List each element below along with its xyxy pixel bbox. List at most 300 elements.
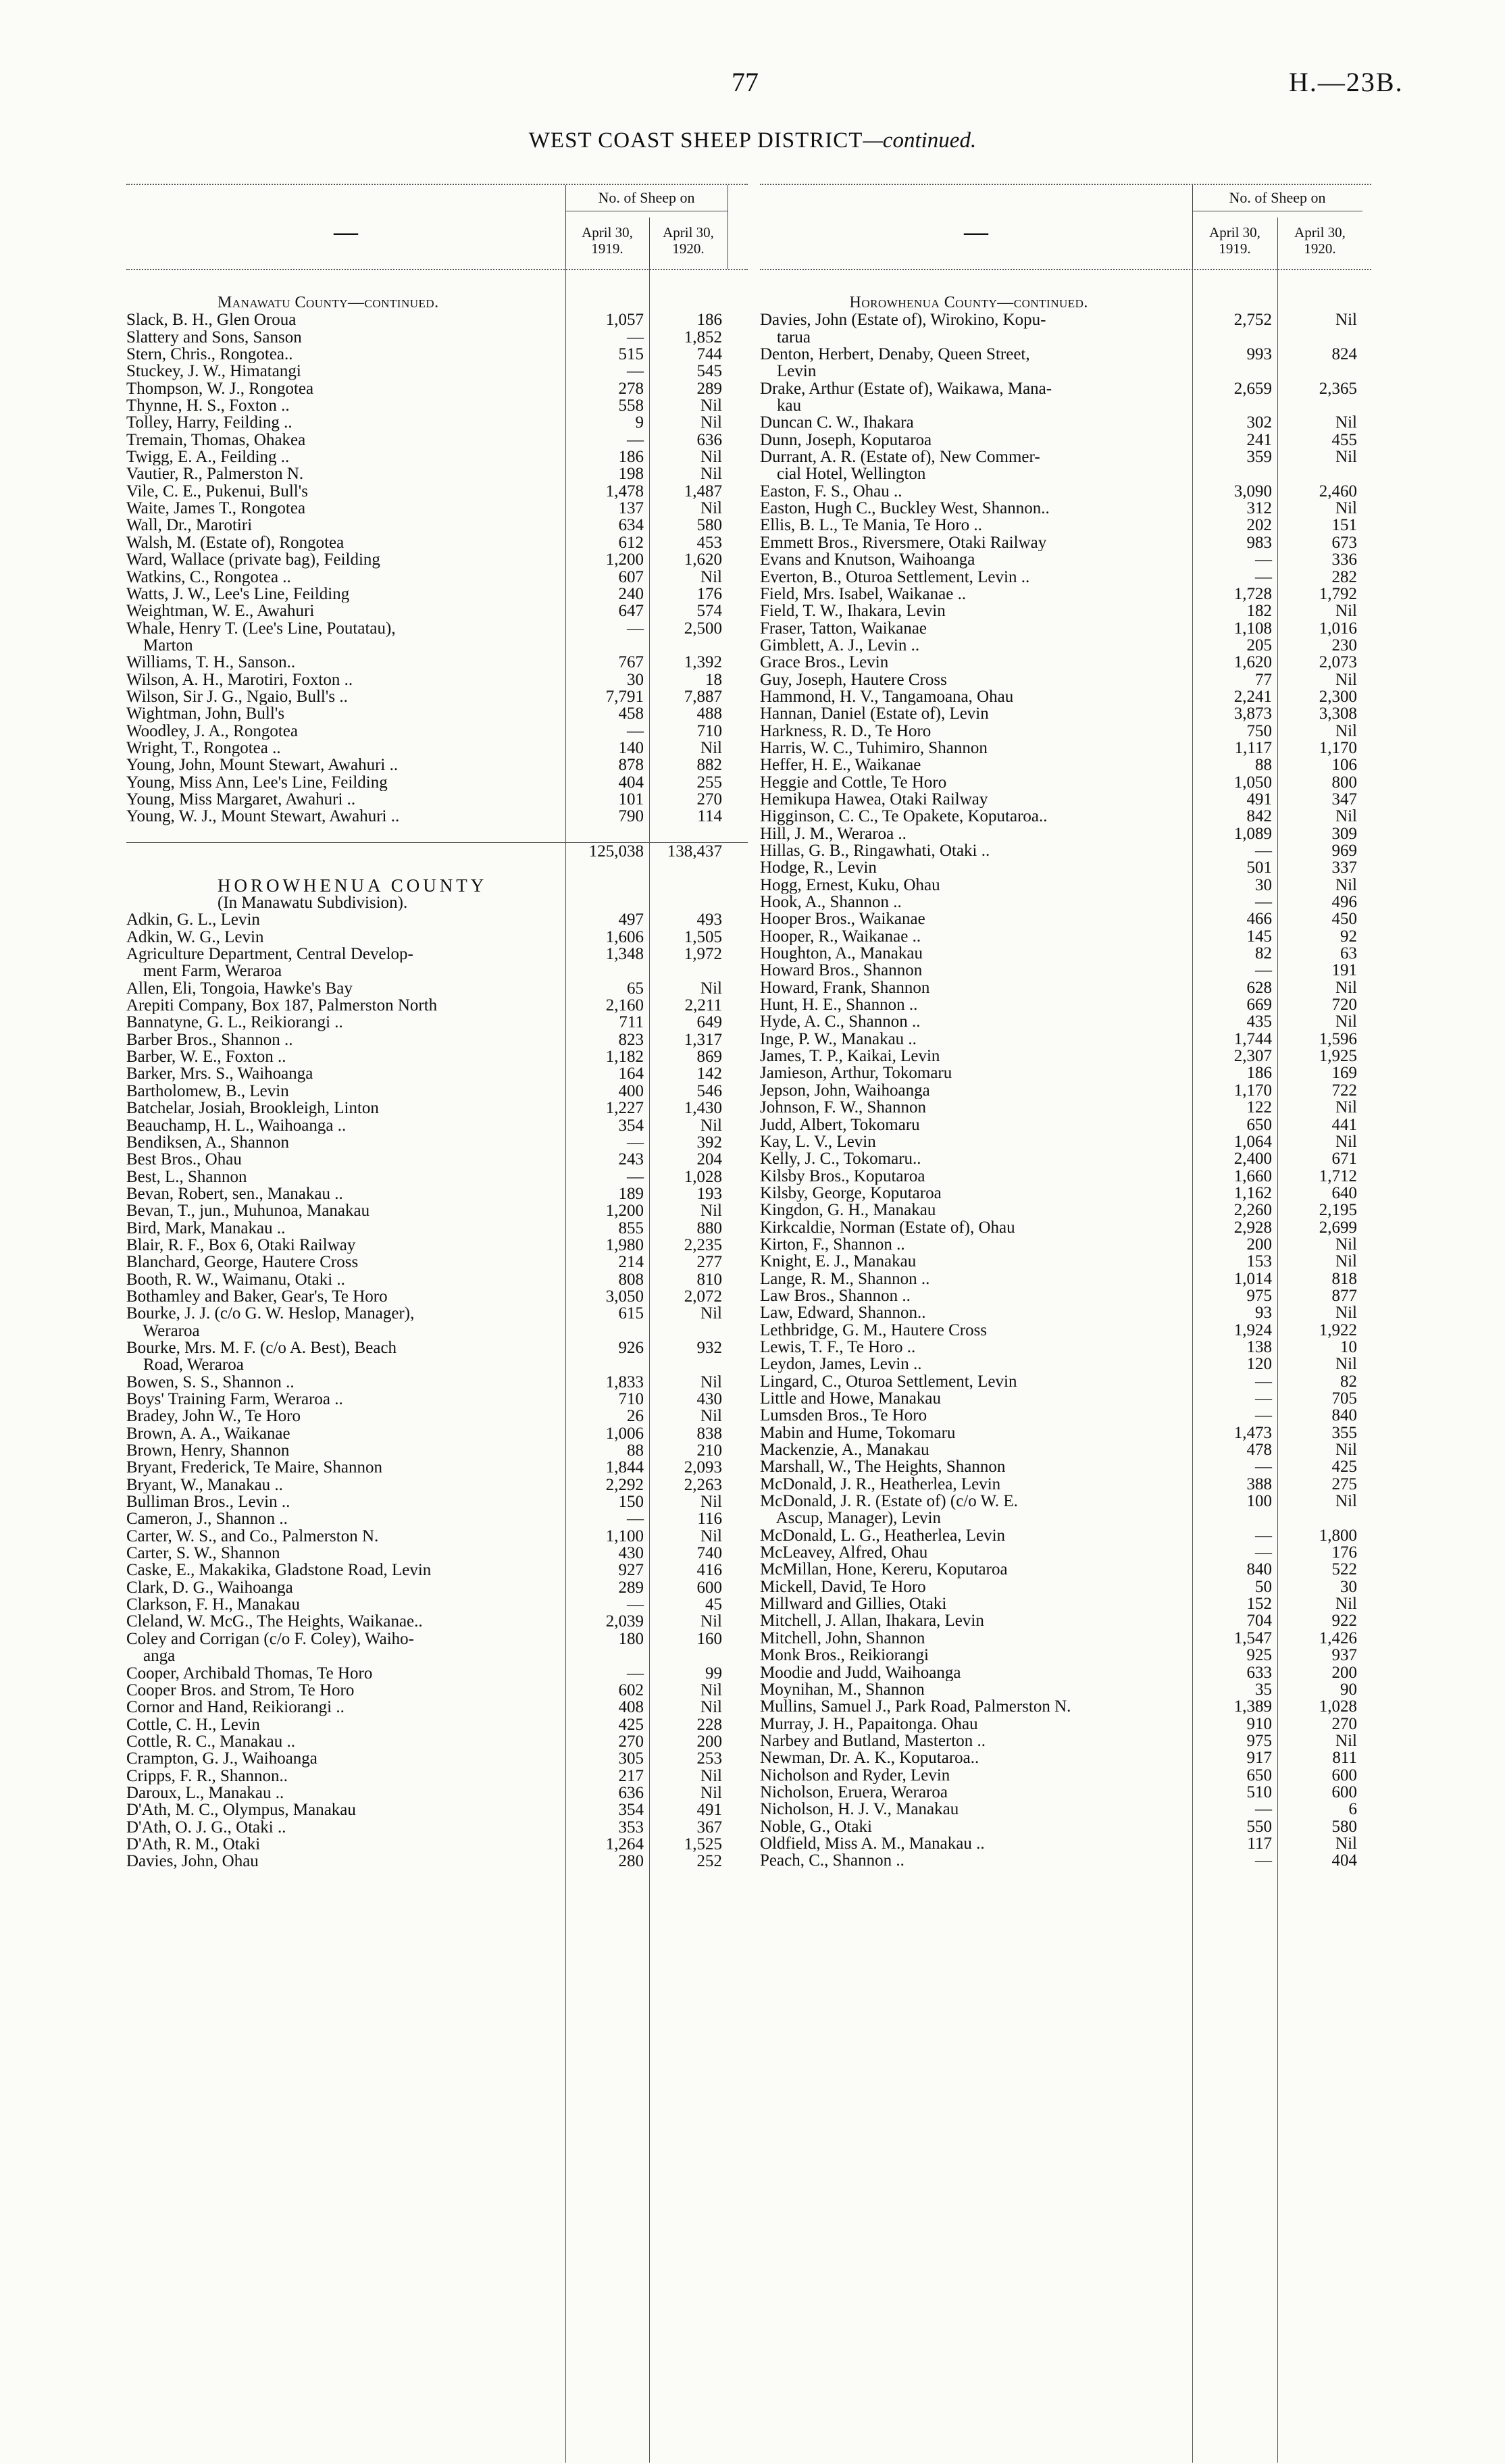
sheep-1920: 824	[1331, 345, 1357, 364]
sheep-1919: 704	[1246, 1612, 1272, 1631]
owner-name: Harkness, R. D., Te Horo	[760, 722, 932, 740]
sheep-1920: 522	[1331, 1560, 1357, 1579]
table-row	[126, 1014, 748, 1031]
sheep-1919: 515	[618, 345, 644, 364]
section-heading	[760, 294, 1371, 311]
owner-name: McMillan, Hone, Kereru, Koputaroa	[760, 1561, 1008, 1578]
owner-name: Hodge, R., Levin	[760, 859, 877, 877]
sheep-1919: —	[1255, 1458, 1272, 1477]
sheep-1920: Nil	[700, 448, 722, 467]
table-row	[126, 1647, 748, 1664]
sheep-1919: 497	[618, 910, 644, 929]
table-row	[126, 1202, 748, 1219]
table-row	[760, 414, 1371, 431]
sheep-1920: Nil	[1335, 1012, 1357, 1031]
sheep-1920: 275	[1331, 1474, 1357, 1493]
owner-name: McDonald, J. R. (Estate of) (c/o W. E.	[760, 1493, 1018, 1510]
sheep-1919: 1,014	[1233, 1269, 1272, 1288]
table-row	[760, 586, 1371, 602]
sheep-1919: 1,547	[1233, 1628, 1272, 1647]
owner-name: Hook, A., Shannon ..	[760, 894, 902, 911]
table-row	[760, 859, 1371, 876]
owner-name: Everton, B., Oturoa Settlement, Levin ..	[760, 568, 1030, 586]
sheep-1919: 910	[1246, 1714, 1272, 1733]
sheep-1919: 88	[627, 1441, 644, 1460]
table-row	[126, 329, 748, 346]
sheep-1919: —	[1255, 961, 1272, 980]
sheep-1919: —	[627, 619, 644, 638]
sheep-1919: 2,260	[1233, 1201, 1272, 1220]
sheep-1919: 30	[627, 670, 644, 689]
owner-name: Judd, Albert, Tokomaru	[760, 1116, 920, 1133]
sheep-1920: 289	[696, 379, 722, 398]
sheep-1919: 1,660	[1233, 1166, 1272, 1185]
owner-name: Denton, Herbert, Denaby, Queen Street,	[760, 346, 1030, 363]
owner-name: tarua	[760, 328, 811, 346]
owner-name: Stuckey, J. W., Himatangi	[126, 363, 301, 380]
table-row	[126, 465, 748, 482]
sheep-1920	[649, 1323, 728, 1339]
sheep-1920: 818	[1331, 1269, 1357, 1288]
table-row	[760, 1749, 1371, 1766]
sheep-1920: 1,170	[1319, 738, 1357, 757]
sheep-1920: 92	[1340, 927, 1357, 946]
sheep-1920: 2,300	[1319, 687, 1357, 706]
sheep-1919: 82	[1255, 944, 1272, 963]
owner-name: Carter, S. W., Shannon	[126, 1545, 280, 1562]
sheep-1919: —	[1255, 1526, 1272, 1545]
owner-name: Hammond, H. V., Tangamoana, Ohau	[760, 688, 1014, 706]
sheep-1919: 153	[1246, 1252, 1272, 1271]
owner-name: Kelly, J. C., Tokomaru..	[760, 1150, 921, 1168]
title-main: WEST COAST SHEEP DISTRICT	[528, 128, 863, 153]
sheep-1920: 1,852	[684, 328, 722, 346]
sheep-1919: 647	[618, 602, 644, 621]
name-column-dash: —	[334, 218, 358, 245]
table-row	[760, 1767, 1371, 1784]
table-row	[126, 1391, 748, 1408]
sheep-1919: 100	[1246, 1492, 1272, 1511]
sheep-1920: 336	[1331, 550, 1357, 569]
sheep-1920: Nil	[1335, 311, 1357, 330]
sheep-1920: 228	[696, 1715, 722, 1734]
table-row	[760, 1493, 1371, 1510]
sheep-1920: 880	[696, 1218, 722, 1237]
owner-name: Cameron, J., Shannon ..	[126, 1510, 288, 1528]
sheep-1920: Nil	[1335, 1132, 1357, 1151]
table-row	[760, 1270, 1371, 1287]
table-row	[126, 1408, 748, 1424]
table-row	[126, 414, 748, 431]
sheep-1920: Nil	[700, 1766, 722, 1785]
sheep-1920: 18	[705, 670, 722, 689]
table-row	[760, 1561, 1371, 1578]
blank-row	[126, 825, 748, 842]
sheep-1920: Nil	[700, 1680, 722, 1699]
sheep-1920: Nil	[1335, 413, 1357, 432]
sheep-1919: 975	[1246, 1731, 1272, 1750]
table-row	[760, 1544, 1371, 1561]
sheep-1920: Nil	[1335, 807, 1357, 826]
sheep-1919: 2,400	[1233, 1150, 1272, 1169]
sheep-1920: 277	[696, 1253, 722, 1272]
sheep-1920: 191	[1331, 961, 1357, 980]
owner-name: Bulliman Bros., Levin ..	[126, 1493, 290, 1511]
sheep-1920: 720	[1331, 996, 1357, 1015]
table-row	[760, 380, 1371, 397]
table-row	[760, 774, 1371, 791]
owner-name: Lange, R. M., Shannon ..	[760, 1270, 930, 1287]
sheep-1919: —	[627, 721, 644, 740]
sheep-1920: 270	[696, 790, 722, 808]
owner-name: Davies, John, Ohau	[126, 1853, 259, 1870]
sheep-1919: 669	[1246, 996, 1272, 1015]
owner-name: Ward, Wallace (private bag), Feilding	[126, 551, 380, 569]
owner-name: Weightman, W. E., Awahuri	[126, 602, 315, 620]
owner-name: Heggie and Cottle, Te Horo	[760, 773, 947, 791]
owner-name: Bourke, J. J. (c/o G. W. Heslop, Manager),	[126, 1305, 415, 1323]
sheep-1920: 1,925	[1319, 1047, 1357, 1066]
owner-name: anga	[126, 1647, 176, 1665]
table-row	[126, 1596, 748, 1613]
sheep-1919: 280	[618, 1852, 644, 1871]
sheep-1920: Nil	[1335, 1492, 1357, 1511]
sheep-1919: 3,873	[1233, 704, 1272, 723]
owner-name: Bartholomew, B., Levin	[126, 1082, 289, 1100]
sheep-1919: —	[627, 1664, 644, 1683]
sheep-1920: 1,922	[1319, 1320, 1357, 1339]
table-row	[760, 756, 1371, 773]
table-row	[126, 1151, 748, 1168]
sheep-1919: 354	[618, 1116, 644, 1135]
table-row	[760, 1322, 1371, 1339]
table-row	[126, 1768, 748, 1785]
owner-name: Cooper Bros. and Strom, Te Horo	[126, 1681, 355, 1699]
sheep-1920: 116	[697, 1510, 722, 1529]
heading-text: HOROWHENUA COUNTY	[218, 877, 488, 895]
sheep-1920: 800	[1331, 773, 1357, 792]
owner-name: Wightman, John, Bull's	[126, 705, 285, 723]
owner-name: Cottle, R. C., Manakau ..	[126, 1732, 295, 1751]
sheep-1920: 367	[696, 1818, 722, 1837]
table-row	[760, 1578, 1371, 1595]
sheep-1919: 198	[618, 465, 644, 484]
right-column	[760, 184, 1371, 1870]
sheep-1920: 7,887	[684, 687, 722, 706]
table-row	[760, 705, 1371, 722]
sheep-1919: 925	[1246, 1646, 1272, 1665]
table-row	[760, 1253, 1371, 1270]
sheep-1920: 392	[696, 1133, 722, 1152]
table-row	[760, 1852, 1371, 1869]
table-row	[126, 620, 748, 637]
sheep-1919: 404	[618, 773, 644, 792]
owner-name: Hooper Bros., Waikanae	[760, 910, 925, 928]
sheep-1920: 1,800	[1319, 1526, 1357, 1545]
sheep-1919: 354	[618, 1801, 644, 1820]
owner-name: Adkin, G. L., Levin	[126, 911, 260, 929]
table-row	[126, 723, 748, 740]
table-row	[126, 500, 748, 517]
owner-name: Mackenzie, A., Manakau	[760, 1441, 929, 1459]
table-row	[760, 1424, 1371, 1441]
sheep-1920: 1,016	[1319, 619, 1357, 638]
table-row	[126, 1305, 748, 1322]
sheep-1919: 425	[618, 1715, 644, 1734]
table-row	[126, 1785, 748, 1801]
owner-name: Bevan, Robert, sen., Manakau ..	[126, 1185, 343, 1203]
sheep-1919: 1,170	[1233, 1081, 1272, 1100]
table-row	[126, 1528, 748, 1545]
table-row	[126, 1254, 748, 1270]
sheep-1920: 2,500	[684, 619, 722, 638]
table-row	[126, 1493, 748, 1510]
date-header-1920: April 30, 1920.	[663, 224, 714, 257]
table-row	[126, 517, 748, 534]
owner-name: Johnson, F. W., Shannon	[760, 1099, 926, 1116]
table-row	[760, 654, 1371, 671]
right-table-header	[760, 184, 1371, 270]
sheep-1920: 282	[1331, 567, 1357, 586]
table-row	[126, 1699, 748, 1716]
sheep-1920: 337	[1331, 858, 1357, 877]
table-row	[760, 1185, 1371, 1202]
sheep-1920: 416	[696, 1561, 722, 1580]
owner-name: D'Ath, R. M., Otaki	[126, 1835, 261, 1853]
sheep-1919: —	[627, 1167, 644, 1186]
sheep-1920: Nil	[700, 1116, 722, 1135]
sheep-1919: 186	[1246, 1064, 1272, 1083]
table-row	[126, 1579, 748, 1596]
table-row	[126, 1339, 748, 1356]
table-row	[760, 1168, 1371, 1185]
table-row	[126, 1117, 748, 1134]
sheep-1919: 1,478	[605, 482, 644, 500]
sheep-1919: 50	[1255, 1577, 1272, 1596]
owner-name: Wall, Dr., Marotiri	[126, 517, 253, 534]
owner-name: Hogg, Ernest, Kuku, Ohau	[760, 876, 940, 894]
sheep-1920: 114	[697, 807, 722, 826]
owner-name: cial Hotel, Wellington	[760, 465, 926, 483]
table-row	[126, 654, 748, 671]
sheep-1919: 408	[618, 1698, 644, 1717]
owner-name: Fraser, Tatton, Waikanae	[760, 619, 927, 637]
owner-name: Knight, E. J., Manakau	[760, 1253, 917, 1270]
blank-row	[126, 860, 748, 877]
sheep-1920: 580	[1331, 1817, 1357, 1836]
owner-name: Lethbridge, G. M., Hautere Cross	[760, 1321, 988, 1339]
sheep-1919: 2,292	[605, 1475, 644, 1494]
sheep-1920: 2,073	[1319, 653, 1357, 672]
sheep-1920: 30	[1340, 1577, 1357, 1596]
sheep-1920: 176	[696, 584, 722, 603]
owner-name: Booth, R. W., Waimanu, Otaki ..	[126, 1270, 345, 1288]
table-row	[760, 825, 1371, 842]
owner-name: Boys' Training Farm, Weraroa ..	[126, 1391, 343, 1408]
table-row	[126, 637, 748, 654]
sheep-1919: 808	[618, 1270, 644, 1289]
sheep-1919: 926	[618, 1338, 644, 1357]
table-row	[760, 1716, 1371, 1732]
owner-name: Clarkson, F. H., Manakau	[126, 1596, 300, 1614]
owner-name: Hemikupa Hawea, Otaki Railway	[760, 790, 988, 808]
sheep-1920: 1,317	[684, 1030, 722, 1049]
table-row	[760, 1048, 1371, 1064]
owner-name: Bothamley and Baker, Gear's, Te Horo	[126, 1287, 388, 1306]
sheep-1919: 205	[1246, 636, 1272, 654]
table-row	[126, 1665, 748, 1682]
left-table-header	[126, 184, 748, 270]
sheep-1920: 580	[696, 516, 722, 535]
sheep-1919: 138	[1246, 1337, 1272, 1356]
owner-name: Noble, G., Otaki	[760, 1818, 872, 1835]
sheep-1919	[565, 1647, 649, 1664]
sheep-1919	[565, 637, 649, 654]
section-heading	[126, 877, 748, 894]
owner-name: Davies, John (Estate of), Wirokino, Kopu-	[760, 311, 1046, 329]
sheep-1919: 182	[1246, 602, 1272, 621]
sheep-1919: 927	[618, 1561, 644, 1580]
table-row	[126, 774, 748, 791]
sheep-1919: 711	[619, 1013, 644, 1032]
owner-name: Hannan, Daniel (Estate of), Levin	[760, 705, 989, 723]
owner-name: Kirkcaldie, Norman (Estate of), Ohau	[760, 1218, 1015, 1236]
owner-name: Mitchell, John, Shannon	[760, 1629, 925, 1647]
owner-name: Mullins, Samuel J., Park Road, Palmerston N.	[760, 1698, 1071, 1716]
owner-name: Bevan, T., jun., Muhunoa, Manakau	[126, 1202, 370, 1220]
owner-name: Slack, B. H., Glen Oroua	[126, 311, 297, 329]
table-row	[760, 979, 1371, 996]
sheep-1920: 882	[696, 756, 722, 775]
sheep-1920: 1,596	[1319, 1029, 1357, 1048]
sheep-1919: —	[1255, 893, 1272, 912]
sheep-1919: 633	[1246, 1663, 1272, 1682]
left-column	[126, 184, 748, 1870]
sheep-1919: 650	[1246, 1115, 1272, 1134]
owner-name: Cleland, W. McG., The Heights, Waikanae..	[126, 1613, 423, 1631]
table-row	[126, 1459, 748, 1476]
sheep-1920: 671	[1331, 1150, 1357, 1169]
table-row	[126, 1271, 748, 1288]
table-row	[760, 637, 1371, 654]
owner-name: Gimblett, A. J., Levin ..	[760, 636, 920, 654]
owner-name: Levin	[760, 363, 817, 380]
owner-name: Barber, W. E., Foxton ..	[126, 1048, 286, 1066]
table-row	[126, 1323, 748, 1339]
sheep-1920: Nil	[700, 1372, 722, 1391]
owner-name: Road, Weraroa	[126, 1356, 244, 1374]
table-row	[126, 705, 748, 722]
table-row	[760, 397, 1371, 414]
table-row	[760, 1732, 1371, 1749]
sheep-1920: Nil	[700, 465, 722, 484]
sheep-1920	[649, 1356, 728, 1373]
table-row	[760, 311, 1371, 328]
sheep-1919: 77	[1255, 670, 1272, 689]
sheep-1920: Nil	[700, 1526, 722, 1545]
sheep-1919: 312	[1246, 499, 1272, 518]
sheep-1919: 122	[1246, 1098, 1272, 1117]
owner-name: Clark, D. G., Waihoanga	[126, 1578, 293, 1597]
table-row	[126, 1442, 748, 1459]
table-row	[760, 877, 1371, 894]
sheep-1919: 1,728	[1233, 584, 1272, 603]
owner-name: Barber Bros., Shannon ..	[126, 1031, 293, 1049]
owner-name: Mabin and Hume, Tokomaru	[760, 1424, 956, 1442]
owner-name: Murray, J. H., Papaitonga. Ohau	[760, 1715, 978, 1732]
sheep-1919: 7,791	[605, 687, 644, 706]
table-row	[126, 483, 748, 500]
sheep-1919: 186	[618, 448, 644, 467]
sheep-1919: 278	[618, 379, 644, 398]
table-row	[126, 1134, 748, 1151]
sheep-1919: 125,038	[588, 842, 644, 861]
table-row	[760, 1013, 1371, 1030]
sheep-1919: 101	[618, 790, 644, 808]
sheep-1919: 1,006	[605, 1424, 644, 1443]
table-row	[760, 1150, 1371, 1167]
owner-name: Hunt, H. E., Shannon ..	[760, 996, 918, 1014]
table-row	[126, 980, 748, 997]
table-row	[760, 1031, 1371, 1048]
owner-name: Batchelar, Josiah, Brookleigh, Linton	[126, 1100, 379, 1117]
right-sheep-table	[760, 294, 1371, 1870]
sheep-1920: 230	[1331, 636, 1357, 654]
table-row	[126, 1682, 748, 1699]
table-row	[126, 432, 748, 448]
sheep-1919: —	[627, 1595, 644, 1614]
owner-name: Wilson, Sir J. G., Ngaio, Bull's ..	[126, 688, 348, 706]
sheep-1920: Nil	[1335, 1235, 1357, 1254]
heading-text: Horowhenua County—continued.	[849, 294, 1088, 311]
sheep-1919: 152	[1246, 1595, 1272, 1614]
sheep-1920: 63	[1340, 944, 1357, 963]
table-row	[126, 1750, 748, 1767]
date-header-1920: April 30, 1920.	[1294, 224, 1346, 257]
sheep-1920: 450	[1331, 910, 1357, 929]
page-code: H.—23B.	[1289, 67, 1404, 97]
sheep-1920	[649, 637, 728, 654]
sheep-1919: 466	[1246, 910, 1272, 929]
sheep-1919: 491	[1246, 790, 1272, 808]
sheep-1920: 636	[696, 430, 722, 449]
sheep-1919	[565, 1323, 649, 1339]
sheep-1920: 810	[696, 1270, 722, 1289]
owner-name: Easton, Hugh C., Buckley West, Shannon..	[760, 500, 1050, 517]
sheep-1919: 550	[1246, 1817, 1272, 1836]
owner-name: Heffer, H. E., Waikanae	[760, 756, 921, 774]
owner-name: Grace Bros., Levin	[760, 654, 889, 671]
sheep-1920: 270	[1331, 1714, 1357, 1733]
sheep-1920: 252	[696, 1852, 722, 1871]
sheep-1919: 217	[618, 1766, 644, 1785]
sheep-1920: 1,525	[684, 1834, 722, 1853]
date-header-1919: April 30, 1919.	[582, 224, 633, 257]
table-row	[126, 911, 748, 928]
table-row	[760, 1784, 1371, 1801]
owner-name: Howard, Frank, Shannon	[760, 979, 930, 997]
sheep-1919: —	[1255, 550, 1272, 569]
sheep-1919: 214	[618, 1253, 644, 1272]
sheep-1919: 1,473	[1233, 1423, 1272, 1442]
sheep-1919: —	[1255, 1800, 1272, 1819]
table-row	[760, 569, 1371, 586]
owner-name: Cripps, F. R., Shannon..	[126, 1767, 288, 1785]
sheep-1919: 270	[618, 1732, 644, 1751]
owner-name: Arepiti Company, Box 187, Palmerston North	[126, 997, 438, 1015]
sheep-1920: 90	[1340, 1680, 1357, 1699]
owner-name: Houghton, A., Manakau	[760, 945, 923, 962]
